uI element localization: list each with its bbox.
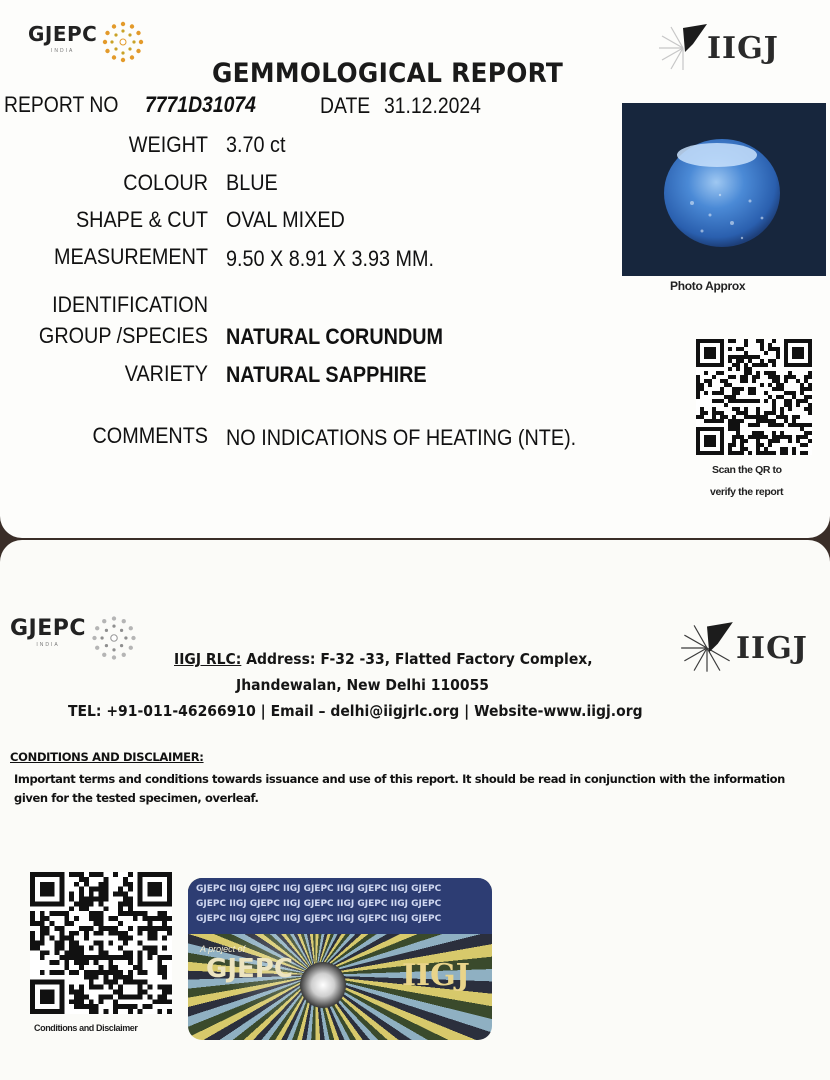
- measurement-label: MEASUREMENT: [53, 244, 208, 269]
- weight-label: WEIGHT: [128, 132, 208, 157]
- colour-label: COLOUR: [123, 170, 208, 195]
- gjepc-logo-sub: INDIA: [51, 48, 75, 54]
- hologram-text-strip: [188, 878, 492, 934]
- hologram-project-text: A project of: [200, 944, 246, 954]
- gjepc-sunburst-icon: [99, 18, 147, 66]
- identification-label: IDENTIFICATION: [52, 292, 208, 317]
- sapphire-gem-icon: [622, 103, 826, 276]
- back-iigj-logo-word: IIGJ: [736, 630, 808, 666]
- hologram-sunburst-icon: [300, 962, 346, 1008]
- iigj-star-icon: [655, 22, 711, 74]
- back-gjepc-logo-word: GJEPC: [10, 616, 87, 641]
- iigj-logo-word: IIGJ: [707, 30, 779, 66]
- iigj-logo: [655, 22, 779, 74]
- gem-photo: [622, 103, 826, 276]
- hologram-iigj: IIGJ: [402, 958, 470, 993]
- shape-cut-label: SHAPE & CUT: [75, 207, 208, 232]
- qr-caption-line-2: verify the report: [710, 486, 784, 498]
- date-value: 31.12.2024: [384, 93, 481, 118]
- hologram-gjepc: GJEPC: [206, 954, 293, 984]
- shape-cut-value: OVAL MIXED: [226, 207, 345, 232]
- colour-value: BLUE: [226, 170, 278, 195]
- hologram-strip-line-1: GJEPC IIGJ GJEPC IIGJ GJEPC IIGJ GJEPC IIGJ GJEPC: [196, 884, 442, 894]
- report-front-card: [0, 0, 830, 538]
- measurement-value: 9.50 X 8.91 X 3.93 MM.: [226, 246, 435, 271]
- hologram-strip-line-2: GJEPC IIGJ GJEPC IIGJ GJEPC IIGJ GJEPC IIGJ GJEPC: [196, 899, 442, 909]
- back-gjepc-sunburst-icon: [88, 612, 140, 664]
- back-gjepc-logo: [10, 618, 140, 664]
- back-iigj-star-icon: [676, 620, 738, 676]
- qr-caption-line-1: Scan the QR to: [712, 464, 782, 476]
- qr-code-icon: [696, 338, 812, 456]
- address-prefix: IIGJ RLC:: [174, 650, 242, 668]
- comments-label: COMMENTS: [92, 423, 208, 448]
- back-gjepc-logo-sub: INDIA: [36, 642, 60, 648]
- report-no-label: REPORT NO: [4, 92, 119, 117]
- date-label: DATE: [320, 93, 371, 118]
- variety-label: VARIETY: [124, 361, 208, 386]
- comments-value: NO INDICATIONS OF HEATING (NTE).: [226, 425, 577, 450]
- report-title: GEMMOLOGICAL REPORT: [212, 58, 564, 89]
- conditions-qr-code[interactable]: [30, 872, 172, 1014]
- contact-line: TEL: +91-011-46266910 | Email – delhi@iigjrlc.org | Website-www.iigj.org: [68, 702, 643, 720]
- verification-qr-code[interactable]: [696, 338, 812, 456]
- back-qr-caption: Conditions and Disclaimer: [34, 1023, 138, 1033]
- address-line-1-text: Address: F-32 -33, Flatted Factory Complex,: [241, 650, 593, 668]
- security-hologram: [188, 878, 492, 1040]
- hologram-strip-line-3: GJEPC IIGJ GJEPC IIGJ GJEPC IIGJ GJEPC IIGJ GJEPC: [196, 914, 442, 924]
- group-species-value: NATURAL CORUNDUM: [226, 324, 444, 349]
- address-line-2: Jhandewalan, New Delhi 110055: [236, 676, 490, 694]
- group-species-label: GROUP /SPECIES: [38, 323, 208, 348]
- back-qr-code-icon: [30, 872, 172, 1014]
- weight-value: 3.70 ct: [226, 132, 286, 157]
- gjepc-logo-word: GJEPC: [28, 22, 98, 46]
- conditions-title: CONDITIONS AND DISCLAIMER:: [10, 750, 204, 764]
- variety-value: NATURAL SAPPHIRE: [226, 362, 427, 387]
- back-iigj-logo: [676, 620, 808, 676]
- report-no-value: 7771D31074: [145, 92, 256, 117]
- photo-caption: Photo Approx: [670, 279, 746, 293]
- report-back-card: [0, 540, 830, 1080]
- gjepc-logo: [28, 24, 147, 66]
- address-line-1: [174, 650, 593, 668]
- conditions-text: Important terms and conditions towards issuance and use of this report. It should be read in conjunction with the information given for the tested specimen, overleaf.: [14, 772, 785, 805]
